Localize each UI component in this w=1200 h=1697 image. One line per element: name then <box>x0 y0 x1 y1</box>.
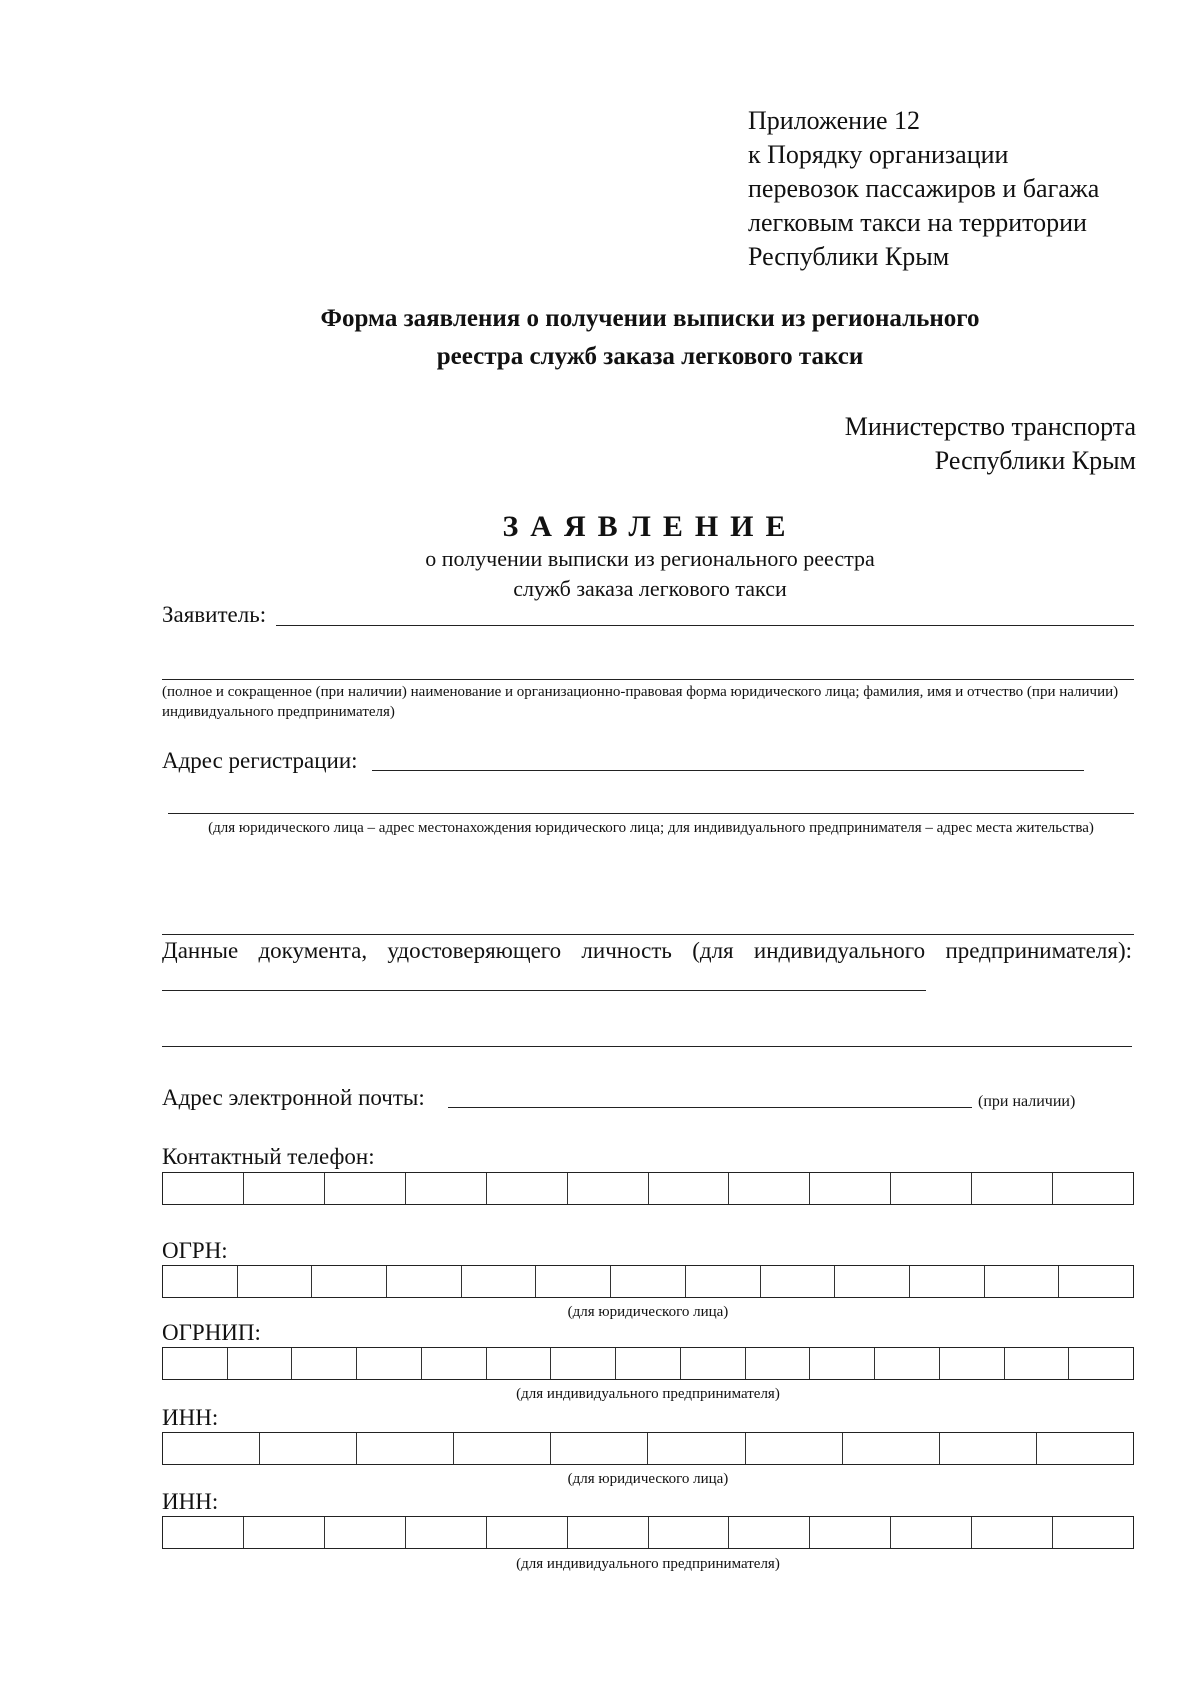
inn-legal-label: ИНН: <box>162 1405 219 1430</box>
address-label: Адрес регистрации: <box>162 748 358 773</box>
digit-cell[interactable] <box>487 1517 568 1548</box>
document-subtitle <box>150 544 1150 604</box>
digit-cell[interactable] <box>244 1173 325 1204</box>
address-field-line-2[interactable] <box>168 813 1134 814</box>
ogrnip-cells[interactable] <box>162 1347 1134 1380</box>
digit-cell[interactable] <box>985 1266 1060 1297</box>
digit-cell[interactable] <box>568 1173 649 1204</box>
digit-cell[interactable] <box>1053 1517 1133 1548</box>
address-field-line[interactable] <box>372 770 1084 771</box>
digit-cell[interactable] <box>648 1433 745 1464</box>
recipient-line: Республики Крым <box>934 446 1136 475</box>
digit-cell[interactable] <box>406 1517 487 1548</box>
digit-cell[interactable] <box>1005 1348 1070 1379</box>
email-note: (при наличии) <box>978 1093 1076 1110</box>
digit-cell[interactable] <box>910 1266 985 1297</box>
digit-cell[interactable] <box>649 1517 730 1548</box>
digit-cell[interactable] <box>1037 1433 1133 1464</box>
subtitle-line: служб заказа легкового такси <box>513 576 787 601</box>
digit-cell[interactable] <box>536 1266 611 1297</box>
inn-legal-hint: (для юридического лица) <box>567 1471 729 1487</box>
digit-cell[interactable] <box>551 1348 616 1379</box>
digit-cell[interactable] <box>487 1348 552 1379</box>
inn-individual-hint: (для индивидуального предпринимателя) <box>516 1556 780 1572</box>
digit-cell[interactable] <box>1059 1266 1133 1297</box>
appendix-note <box>748 104 1099 274</box>
digit-cell[interactable] <box>228 1348 293 1379</box>
digit-cell[interactable] <box>163 1266 238 1297</box>
form-title <box>150 300 1150 376</box>
digit-cell[interactable] <box>681 1348 746 1379</box>
digit-cell[interactable] <box>422 1348 487 1379</box>
digit-cell[interactable] <box>568 1517 649 1548</box>
appendix-line: перевозок пассажиров и багажа <box>748 174 1100 203</box>
digit-cell[interactable] <box>462 1266 537 1297</box>
digit-cell[interactable] <box>835 1266 910 1297</box>
digit-cell[interactable] <box>1053 1173 1133 1204</box>
digit-cell[interactable] <box>244 1517 325 1548</box>
ogrnip-label: ОГРНИП: <box>162 1320 261 1345</box>
applicant-hint: (полное и сокращенное (при наличии) наименование и организационно-правовая форма юридического лица; фамилия, имя и отчество (при наличии) индивидуального предпринимателя) <box>162 684 1119 720</box>
digit-cell[interactable] <box>163 1433 260 1464</box>
digit-cell[interactable] <box>611 1266 686 1297</box>
digit-cell[interactable] <box>746 1433 843 1464</box>
digit-cell[interactable] <box>940 1433 1037 1464</box>
digit-cell[interactable] <box>843 1433 940 1464</box>
digit-cell[interactable] <box>875 1348 940 1379</box>
digit-cell[interactable] <box>686 1266 761 1297</box>
digit-cell[interactable] <box>810 1173 891 1204</box>
form-title-line: реестра служб заказа легкового такси <box>436 343 864 370</box>
phone-label: Контактный телефон: <box>162 1144 375 1169</box>
appendix-line: Приложение 12 <box>748 106 921 135</box>
digit-cell[interactable] <box>616 1348 681 1379</box>
digit-cell[interactable] <box>487 1173 568 1204</box>
digit-cell[interactable] <box>940 1348 1005 1379</box>
digit-cell[interactable] <box>972 1517 1053 1548</box>
ogrn-label: ОГРН: <box>162 1238 228 1263</box>
email-field-line[interactable] <box>448 1107 972 1108</box>
digit-cell[interactable] <box>238 1266 313 1297</box>
inn-individual-label: ИНН: <box>162 1489 219 1514</box>
digit-cell[interactable] <box>972 1173 1053 1204</box>
applicant-label: Заявитель: <box>162 602 267 627</box>
appendix-line: к Порядку организации <box>748 140 1009 169</box>
digit-cell[interactable] <box>357 1348 422 1379</box>
applicant-field-line-2[interactable] <box>162 679 1134 680</box>
phone-cells[interactable] <box>162 1172 1134 1205</box>
email-label: Адрес электронной почты: <box>162 1085 425 1110</box>
subtitle-line: о получении выписки из регионального реестра <box>425 546 875 571</box>
form-title-line: Форма заявления о получении выписки из регионального <box>320 305 980 332</box>
digit-cell[interactable] <box>163 1517 244 1548</box>
applicant-field-line[interactable] <box>276 625 1134 626</box>
inn-legal-cells[interactable] <box>162 1432 1134 1465</box>
digit-cell[interactable] <box>387 1266 462 1297</box>
digit-cell[interactable] <box>325 1517 406 1548</box>
inn-individual-cells[interactable] <box>162 1516 1134 1549</box>
digit-cell[interactable] <box>649 1173 730 1204</box>
recipient-line: Министерство транспорта <box>844 412 1136 441</box>
digit-cell[interactable] <box>761 1266 836 1297</box>
digit-cell[interactable] <box>729 1517 810 1548</box>
digit-cell[interactable] <box>163 1348 228 1379</box>
identity-document-label: Данные документа, удостоверяющего личность (для индивидуального предпринимателя): <box>162 938 1132 963</box>
digit-cell[interactable] <box>891 1173 972 1204</box>
digit-cell[interactable] <box>454 1433 551 1464</box>
digit-cell[interactable] <box>891 1517 972 1548</box>
digit-cell[interactable] <box>551 1433 648 1464</box>
appendix-line: легковым такси на территории <box>748 208 1087 237</box>
identity-document-field-line[interactable] <box>162 990 926 991</box>
digit-cell[interactable] <box>325 1173 406 1204</box>
digit-cell[interactable] <box>312 1266 387 1297</box>
recipient-block <box>845 410 1136 478</box>
address-field-line-3[interactable] <box>162 934 1134 935</box>
identity-document-field-line-2[interactable] <box>162 1046 1132 1047</box>
digit-cell[interactable] <box>1069 1348 1133 1379</box>
address-hint: (для юридического лица – адрес местонахождения юридического лица; для индивидуального предпринимателя – адрес места жительства) <box>208 820 1094 836</box>
document-heading: ЗАЯВЛЕНИЕ <box>502 510 798 543</box>
digit-cell[interactable] <box>260 1433 357 1464</box>
digit-cell[interactable] <box>357 1433 454 1464</box>
ogrn-cells[interactable] <box>162 1265 1134 1298</box>
ogrn-hint: (для юридического лица) <box>567 1304 729 1320</box>
digit-cell[interactable] <box>163 1173 244 1204</box>
digit-cell[interactable] <box>746 1348 811 1379</box>
digit-cell[interactable] <box>292 1348 357 1379</box>
appendix-line: Республики Крым <box>748 242 950 271</box>
digit-cell[interactable] <box>406 1173 487 1204</box>
digit-cell[interactable] <box>810 1348 875 1379</box>
digit-cell[interactable] <box>810 1517 891 1548</box>
ogrnip-hint: (для индивидуального предпринимателя) <box>516 1386 780 1402</box>
digit-cell[interactable] <box>729 1173 810 1204</box>
